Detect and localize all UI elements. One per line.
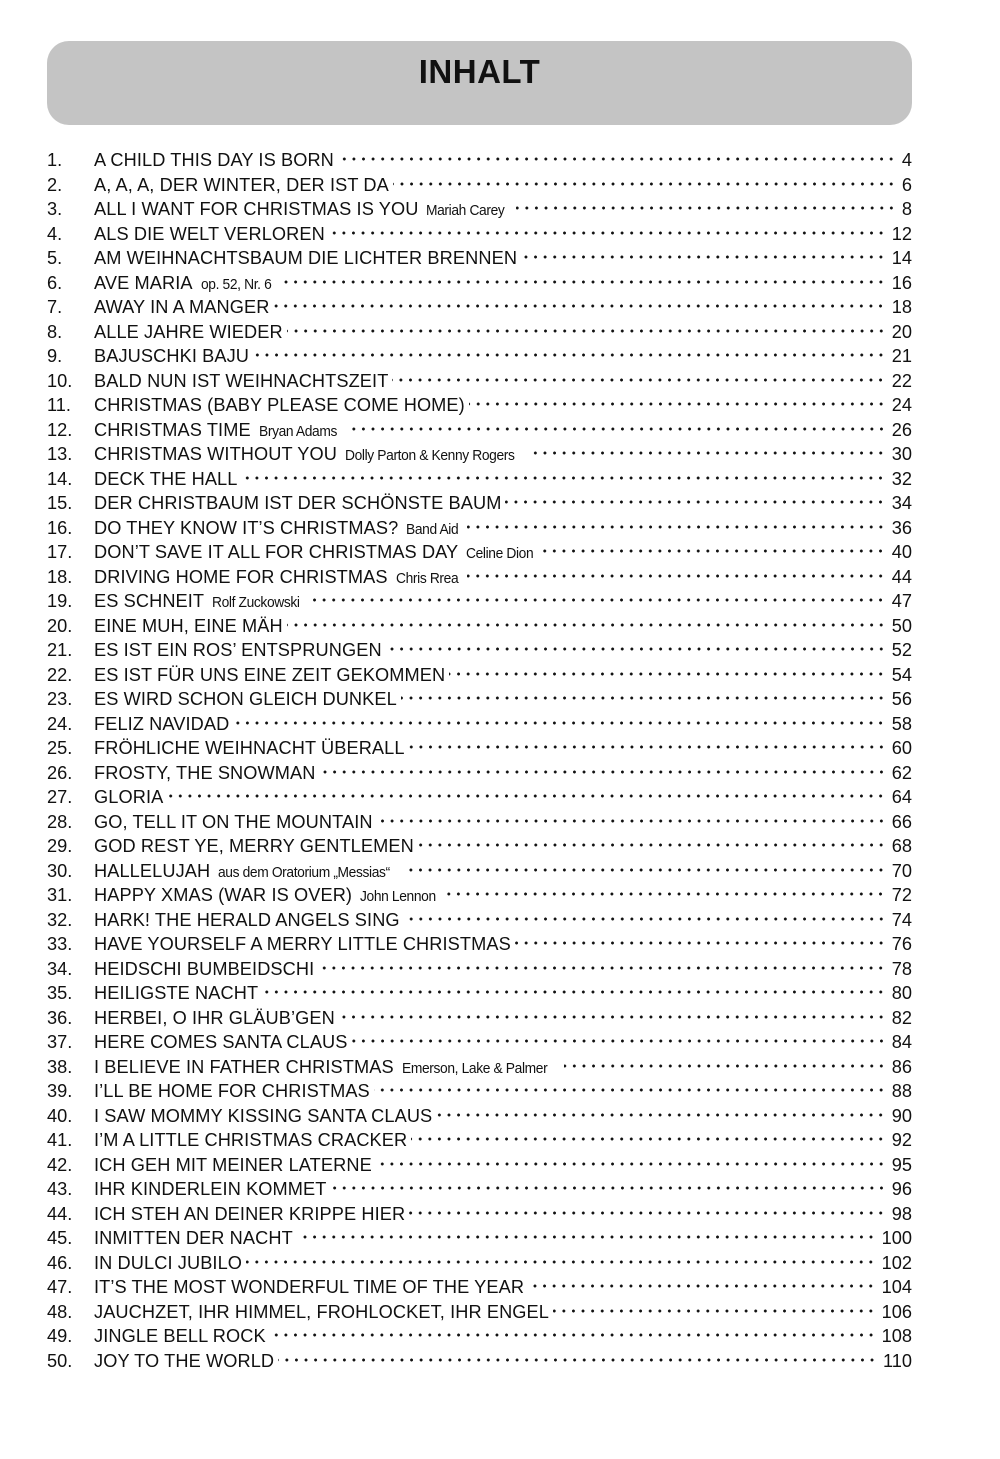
toc-entry-title: I BELIEVE IN FATHER CHRISTMAS bbox=[94, 1056, 394, 1077]
toc-entry-number: 2. bbox=[47, 174, 63, 195]
toc-entry-title: INMITTEN DER NACHT bbox=[94, 1228, 293, 1248]
toc-entry-page-number: 44 bbox=[891, 566, 912, 587]
toc-entry bbox=[47, 467, 912, 492]
dot-leader bbox=[409, 867, 886, 873]
toc-entry bbox=[47, 957, 912, 982]
toc-entry-page-number: 92 bbox=[891, 1130, 912, 1150]
toc-entry-page-number: 104 bbox=[881, 1277, 912, 1297]
dot-leader bbox=[467, 573, 885, 579]
toc-entry-page-number: 96 bbox=[891, 1179, 912, 1199]
toc-entry-number: 17. bbox=[47, 542, 73, 562]
toc-entry-page-number: 86 bbox=[891, 1056, 912, 1077]
toc-entry bbox=[47, 663, 912, 688]
toc-entry-number: 9. bbox=[47, 346, 63, 366]
toc-entry-number: 44. bbox=[47, 1203, 73, 1224]
toc-entry-number: 35. bbox=[47, 983, 73, 1003]
toc-entry-title: A CHILD THIS DAY IS BORN bbox=[94, 150, 334, 170]
toc-entry-title: GOD REST YE, MERRY GENTLEMEN bbox=[94, 836, 414, 856]
toc-entry-title: HEILIGSTE NACHT bbox=[94, 983, 259, 1003]
toc-entry-number: 12. bbox=[47, 419, 73, 440]
toc-entry-number: 40. bbox=[47, 1105, 73, 1126]
toc-entry bbox=[47, 687, 912, 712]
toc-entry-number: 26. bbox=[47, 762, 73, 783]
dot-leader bbox=[436, 1112, 885, 1118]
toc-entry-title: EINE MUH, EINE MÄH bbox=[94, 615, 283, 636]
toc-entry-number: 49. bbox=[47, 1326, 73, 1346]
toc-entry-page-number: 4 bbox=[901, 150, 912, 170]
toc-entry bbox=[47, 1275, 912, 1300]
toc-entry bbox=[47, 491, 912, 516]
toc-entry-number: 46. bbox=[47, 1252, 73, 1273]
toc-entry-number: 14. bbox=[47, 468, 73, 489]
toc-entry-title: AVE MARIA bbox=[94, 272, 193, 293]
toc-entry-page-number: 6 bbox=[901, 174, 912, 195]
dot-leader bbox=[270, 1332, 876, 1338]
toc-entry bbox=[47, 1055, 912, 1080]
toc-entry bbox=[47, 1324, 912, 1349]
toc-entry-page-number: 50 bbox=[891, 615, 912, 636]
header-banner bbox=[47, 41, 912, 125]
toc-entry-title: HALLELUJAH bbox=[94, 860, 211, 881]
toc-entry-page-number: 90 bbox=[891, 1105, 912, 1126]
toc-entry-page-number: 110 bbox=[883, 1350, 912, 1371]
toc-entry bbox=[47, 442, 912, 467]
toc-entry-page-number: 58 bbox=[891, 713, 912, 734]
toc-entry-title: IN DULCI JUBILO bbox=[94, 1252, 243, 1273]
toc-entry-page-number: 20 bbox=[891, 321, 912, 342]
toc-entry bbox=[47, 197, 912, 222]
toc-entry-page-number: 80 bbox=[891, 983, 912, 1003]
toc-entry-page-number: 18 bbox=[891, 297, 912, 317]
toc-entry-title: IHR KINDERLEIN KOMMET bbox=[94, 1179, 327, 1199]
toc-entry-page-number: 64 bbox=[891, 787, 912, 807]
dot-leader bbox=[273, 303, 885, 309]
dot-leader bbox=[449, 671, 885, 677]
toc-entry-title: ES SCHNEIT bbox=[94, 591, 205, 611]
toc-entry-page-number: 100 bbox=[881, 1228, 912, 1248]
toc-entry-page-number: 95 bbox=[891, 1154, 912, 1175]
toc-entry-title: HAVE YOURSELF A MERRY LITTLE CHRISTMAS bbox=[94, 934, 511, 954]
toc-entry-page-number: 98 bbox=[891, 1203, 912, 1224]
toc-entry-page-number: 108 bbox=[881, 1326, 912, 1346]
dot-leader bbox=[281, 279, 886, 285]
toc-entry-page-number: 78 bbox=[891, 958, 912, 979]
dot-leader bbox=[311, 597, 885, 603]
toc-entry-subtitle: Emerson, Lake & Palmer bbox=[401, 1059, 547, 1077]
toc-entry-subtitle: Band Aid bbox=[406, 520, 459, 538]
toc-entry bbox=[47, 712, 912, 737]
toc-entry bbox=[47, 1104, 912, 1129]
dot-leader bbox=[331, 1185, 886, 1191]
dot-leader bbox=[401, 695, 886, 701]
toc-entry-number: 38. bbox=[47, 1056, 73, 1077]
dot-leader bbox=[297, 1234, 876, 1240]
dot-leader bbox=[467, 524, 886, 530]
toc-entry-subtitle: Dolly Parton & Kenny Rogers bbox=[344, 447, 515, 464]
toc-entry-title: DER CHRISTBAUM IST DER SCHÖNSTE BAUM bbox=[94, 493, 502, 513]
toc-entry-title: CHRISTMAS WITHOUT YOU bbox=[94, 444, 337, 464]
toc-entry-title: I’LL BE HOME FOR CHRISTMAS bbox=[94, 1081, 370, 1101]
toc-entry bbox=[47, 271, 912, 296]
toc-entry-number: 3. bbox=[47, 199, 63, 219]
toc-entry-title: BAJUSCHKI BAJU bbox=[94, 346, 250, 366]
toc-entry-title: JOY TO THE WORLD bbox=[94, 1350, 275, 1371]
toc-entry-number: 48. bbox=[47, 1301, 73, 1322]
toc-entry-title: CHRISTMAS (BABY PLEASE COME HOME) bbox=[94, 395, 465, 415]
toc-entry-page-number: 30 bbox=[891, 444, 912, 464]
toc-entry bbox=[47, 393, 912, 418]
toc-entry-title: IT’S THE MOST WONDERFUL TIME OF THE YEAR bbox=[94, 1277, 525, 1297]
toc-entry-number: 30. bbox=[47, 860, 73, 881]
toc-entry bbox=[47, 589, 912, 614]
toc-entry-title: FRÖHLICHE WEIHNACHT ÜBERALL bbox=[94, 738, 405, 758]
toc-entry bbox=[47, 1079, 912, 1104]
dot-leader bbox=[469, 401, 886, 407]
toc-entry bbox=[47, 981, 912, 1006]
toc-entry-number: 1. bbox=[47, 150, 63, 170]
toc-entry-subtitle: Bryan Adams bbox=[258, 422, 337, 440]
toc-entry-page-number: 68 bbox=[891, 836, 912, 856]
toc-entry-page-number: 47 bbox=[891, 591, 912, 611]
table-of-contents bbox=[47, 148, 912, 1373]
toc-entry bbox=[47, 320, 912, 345]
toc-entry bbox=[47, 148, 912, 173]
toc-entry-subtitle: John Lennon bbox=[360, 888, 436, 905]
dot-leader bbox=[329, 230, 886, 236]
dot-leader bbox=[393, 181, 896, 187]
toc-entry-page-number: 12 bbox=[891, 223, 912, 244]
toc-entry bbox=[47, 1153, 912, 1178]
toc-entry-page-number: 76 bbox=[891, 934, 912, 954]
toc-entry-page-number: 24 bbox=[891, 395, 912, 415]
toc-entry-page-number: 106 bbox=[881, 1301, 912, 1322]
toc-entry bbox=[47, 1128, 912, 1153]
toc-entry-title: CHRISTMAS TIME bbox=[94, 419, 251, 440]
dot-leader bbox=[528, 1283, 876, 1289]
toc-entry-title: ES IST FÜR UNS EINE ZEIT GEKOMMEN bbox=[94, 664, 446, 685]
toc-entry bbox=[47, 1300, 912, 1325]
toc-entry-number: 34. bbox=[47, 958, 73, 979]
toc-entry-title: JINGLE BELL ROCK bbox=[94, 1326, 266, 1346]
toc-entry-number: 13. bbox=[47, 444, 73, 464]
toc-entry-title: ES IST EIN ROS’ ENTSPRUNGEN bbox=[94, 640, 382, 660]
toc-entry-number: 21. bbox=[47, 640, 73, 660]
toc-entry-number: 6. bbox=[47, 272, 63, 293]
toc-entry-title: ALLE JAHRE WIEDER bbox=[94, 321, 283, 342]
toc-entry-title: I SAW MOMMY KISSING SANTA CLAUS bbox=[94, 1105, 433, 1126]
toc-entry-page-number: 26 bbox=[891, 419, 912, 440]
toc-entry bbox=[47, 1177, 912, 1202]
toc-entry-number: 5. bbox=[47, 248, 63, 268]
dot-leader bbox=[521, 254, 886, 260]
dot-leader bbox=[409, 1210, 886, 1216]
dot-leader bbox=[446, 891, 885, 897]
toc-entry-title: JAUCHZET, IHR HIMMEL, FROHLOCKET, IHR ENGEL bbox=[94, 1301, 549, 1322]
toc-entry bbox=[47, 1006, 912, 1031]
dot-leader bbox=[515, 940, 886, 946]
toc-entry bbox=[47, 1202, 912, 1227]
dot-leader bbox=[241, 475, 885, 481]
toc-entry-title: GO, TELL IT ON THE MOUNTAIN bbox=[94, 811, 373, 832]
toc-entry-title: ICH STEH AN DEINER KRIPPE HIER bbox=[94, 1203, 406, 1224]
toc-entry-page-number: 16 bbox=[891, 272, 912, 293]
toc-entry-number: 7. bbox=[47, 297, 63, 317]
toc-entry-page-number: 52 bbox=[891, 640, 912, 660]
toc-entry-title: ALS DIE WELT VERLOREN bbox=[94, 223, 325, 244]
toc-entry-page-number: 70 bbox=[891, 860, 912, 881]
toc-entry-title: HERE COMES SANTA CLAUS bbox=[94, 1032, 348, 1052]
toc-entry-number: 32. bbox=[47, 909, 73, 930]
toc-entry-title: HERBEI, O IHR GLÄUB’GEN bbox=[94, 1007, 335, 1028]
dot-leader bbox=[411, 1136, 886, 1142]
toc-entry-number: 31. bbox=[47, 885, 73, 905]
dot-leader bbox=[348, 426, 886, 432]
toc-entry-page-number: 21 bbox=[891, 346, 912, 366]
toc-entry bbox=[47, 222, 912, 247]
toc-entry-title: GLORIA bbox=[94, 787, 164, 807]
toc-entry bbox=[47, 173, 912, 198]
toc-entry bbox=[47, 1226, 912, 1251]
toc-entry-number: 23. bbox=[47, 689, 73, 709]
dot-leader bbox=[287, 328, 886, 334]
toc-entry-page-number: 88 bbox=[891, 1081, 912, 1101]
toc-entry bbox=[47, 761, 912, 786]
toc-entry bbox=[47, 883, 912, 908]
toc-entry-page-number: 36 bbox=[891, 517, 912, 538]
toc-entry-number: 50. bbox=[47, 1350, 73, 1371]
toc-entry-page-number: 56 bbox=[891, 689, 912, 709]
toc-entry bbox=[47, 614, 912, 639]
dot-leader bbox=[533, 450, 886, 456]
toc-entry-subtitle: Mariah Carey bbox=[426, 202, 505, 219]
toc-entry bbox=[47, 344, 912, 369]
toc-entry-page-number: 22 bbox=[891, 370, 912, 391]
dot-leader bbox=[377, 818, 886, 824]
toc-entry-title: DECK THE HALL bbox=[94, 468, 238, 489]
toc-entry-page-number: 66 bbox=[891, 811, 912, 832]
toc-entry bbox=[47, 810, 912, 835]
dot-leader bbox=[516, 205, 896, 211]
toc-entry-number: 4. bbox=[47, 223, 63, 244]
dot-leader bbox=[339, 1014, 886, 1020]
toc-entry-number: 10. bbox=[47, 370, 73, 391]
toc-entry-subtitle: Chris Rrea bbox=[395, 569, 458, 587]
toc-entry bbox=[47, 859, 912, 884]
toc-entry-number: 43. bbox=[47, 1179, 73, 1199]
dot-leader bbox=[262, 989, 886, 995]
toc-entry-number: 8. bbox=[47, 321, 63, 342]
dot-leader bbox=[278, 1357, 877, 1363]
toc-entry-title: AM WEIHNACHTSBAUM DIE LICHTER BRENNEN bbox=[94, 248, 518, 268]
toc-entry-title: AWAY IN A MANGER bbox=[94, 297, 270, 317]
toc-entry-title: HEIDSCHI BUMBEIDSCHI bbox=[94, 958, 315, 979]
toc-entry-number: 18. bbox=[47, 566, 73, 587]
dot-leader bbox=[404, 916, 886, 922]
dot-leader bbox=[553, 1308, 876, 1314]
toc-entry-number: 25. bbox=[47, 738, 73, 758]
toc-entry-number: 20. bbox=[47, 615, 73, 636]
toc-entry-title: I’M A LITTLE CHRISTMAS CRACKER bbox=[94, 1130, 408, 1150]
toc-entry bbox=[47, 908, 912, 933]
toc-entry-page-number: 102 bbox=[881, 1252, 912, 1273]
toc-entry-page-number: 8 bbox=[901, 199, 912, 219]
toc-entry-title: ES WIRD SCHON GLEICH DUNKEL bbox=[94, 689, 397, 709]
toc-entry-title: FELIZ NAVIDAD bbox=[94, 713, 230, 734]
toc-entry bbox=[47, 1030, 912, 1055]
toc-entry bbox=[47, 785, 912, 810]
toc-entry-title: BALD NUN IST WEIHNACHTSZEIT bbox=[94, 370, 389, 391]
dot-leader bbox=[352, 1038, 886, 1044]
toc-entry-title: ALL I WANT FOR CHRISTMAS IS YOU bbox=[94, 199, 419, 219]
toc-entry-page-number: 72 bbox=[891, 885, 912, 905]
dot-leader bbox=[392, 377, 885, 383]
toc-entry-number: 33. bbox=[47, 934, 73, 954]
dot-leader bbox=[418, 842, 886, 848]
dot-leader bbox=[338, 156, 896, 162]
toc-entry bbox=[47, 736, 912, 761]
toc-entry-number: 29. bbox=[47, 836, 73, 856]
toc-entry-number: 28. bbox=[47, 811, 73, 832]
toc-entry-subtitle: aus dem Oratorium „Messias“ bbox=[218, 863, 391, 881]
toc-entry-number: 37. bbox=[47, 1032, 73, 1052]
toc-entry bbox=[47, 565, 912, 590]
toc-entry-subtitle: Rolf Zuckowski bbox=[212, 594, 300, 611]
toc-entry-title: DO THEY KNOW IT’S CHRISTMAS? bbox=[94, 517, 399, 538]
toc-entry-page-number: 40 bbox=[891, 542, 912, 562]
toc-entry-number: 41. bbox=[47, 1130, 73, 1150]
toc-entry bbox=[47, 1349, 912, 1374]
dot-leader bbox=[320, 769, 886, 775]
toc-entry-page-number: 34 bbox=[891, 493, 912, 513]
toc-entry bbox=[47, 1251, 912, 1276]
toc-entry-number: 27. bbox=[47, 787, 73, 807]
toc-entry-title: HAPPY XMAS (WAR IS OVER) bbox=[94, 885, 353, 905]
toc-entry-number: 39. bbox=[47, 1081, 73, 1101]
dot-leader bbox=[376, 1161, 886, 1167]
toc-entry bbox=[47, 540, 912, 565]
toc-entry-page-number: 82 bbox=[891, 1007, 912, 1028]
toc-entry bbox=[47, 834, 912, 859]
toc-entry-number: 24. bbox=[47, 713, 73, 734]
toc-entry-page-number: 62 bbox=[891, 762, 912, 783]
dot-leader bbox=[246, 1259, 876, 1265]
toc-entry-number: 19. bbox=[47, 591, 73, 611]
toc-entry-title: A, A, A, DER WINTER, DER IST DA bbox=[94, 174, 389, 195]
toc-entry-number: 22. bbox=[47, 664, 73, 685]
toc-entry-page-number: 74 bbox=[891, 909, 912, 930]
toc-entry-page-number: 54 bbox=[891, 664, 912, 685]
toc-entry-number: 11. bbox=[47, 395, 71, 415]
toc-entry-number: 47. bbox=[47, 1277, 73, 1297]
toc-entry bbox=[47, 932, 912, 957]
toc-entry-number: 36. bbox=[47, 1007, 73, 1028]
toc-entry-subtitle: op. 52, Nr. 6 bbox=[200, 275, 272, 293]
toc-entry-title: FROSTY, THE SNOWMAN bbox=[94, 762, 316, 783]
dot-leader bbox=[233, 720, 885, 726]
toc-entry-number: 15. bbox=[47, 493, 73, 513]
dot-leader bbox=[505, 499, 885, 505]
toc-entry-page-number: 14 bbox=[891, 248, 912, 268]
toc-entry-title: DON’T SAVE IT ALL FOR CHRISTMAS DAY bbox=[94, 542, 459, 562]
dot-leader bbox=[374, 1087, 886, 1093]
toc-entry-number: 16. bbox=[47, 517, 73, 538]
toc-entry-title: DRIVING HOME FOR CHRISTMAS bbox=[94, 566, 388, 587]
page-title: INHALT bbox=[418, 53, 541, 90]
dot-leader bbox=[386, 646, 886, 652]
dot-leader bbox=[318, 965, 885, 971]
dot-leader bbox=[409, 744, 886, 750]
dot-leader bbox=[564, 1063, 886, 1069]
dot-leader bbox=[167, 793, 885, 799]
toc-entry-page-number: 84 bbox=[891, 1032, 912, 1052]
toc-entry bbox=[47, 246, 912, 271]
toc-entry bbox=[47, 516, 912, 541]
toc-entry-number: 42. bbox=[47, 1154, 73, 1175]
toc-entry bbox=[47, 295, 912, 320]
toc-entry-number: 45. bbox=[47, 1228, 73, 1248]
toc-entry bbox=[47, 638, 912, 663]
toc-entry-title: HARK! THE HERALD ANGELS SING bbox=[94, 909, 400, 930]
dot-leader bbox=[287, 622, 886, 628]
toc-entry bbox=[47, 418, 912, 443]
toc-entry-title: ICH GEH MIT MEINER LATERNE bbox=[94, 1154, 372, 1175]
toc-entry-page-number: 60 bbox=[891, 738, 912, 758]
toc-entry-subtitle: Celine Dion bbox=[466, 545, 534, 562]
toc-entry bbox=[47, 369, 912, 394]
toc-entry-page-number: 32 bbox=[891, 468, 912, 489]
dot-leader bbox=[253, 352, 886, 358]
dot-leader bbox=[543, 548, 885, 554]
